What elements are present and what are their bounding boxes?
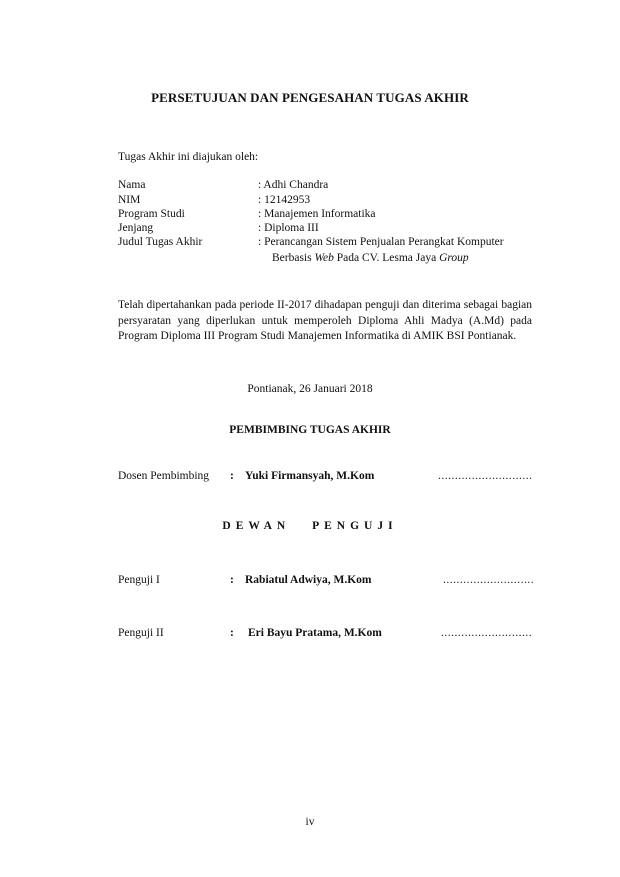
- intro-text: Tugas Akhir ini diajukan oleh:: [118, 151, 259, 163]
- judul-italic-group: Group: [439, 252, 469, 264]
- place-date: Pontianak, 26 Januari 2018: [247, 383, 373, 395]
- field-label-judul: Judul Tugas Akhir: [118, 236, 203, 248]
- field-label-nim: NIM: [118, 194, 141, 206]
- page-title: PERSETUJUAN DAN PENGESAHAN TUGAS AKHIR: [151, 90, 469, 105]
- field-value-judul: : Perancangan Sistem Penjualan Perangkat Komputer: [258, 236, 504, 248]
- judul-part-1: Berbasis: [272, 252, 315, 264]
- supervisor-label: Dosen Pembimbing: [118, 470, 210, 482]
- supervisor-heading: PEMBIMBING TUGAS AKHIR: [229, 424, 391, 436]
- examiner-1-label: Penguji I: [118, 574, 160, 586]
- judul-part-2: Pada CV. Lesma Jaya: [333, 252, 440, 264]
- board-heading: DEWAN PENGUJI: [222, 520, 398, 532]
- judul-italic-web: Web: [314, 252, 334, 264]
- examiner-2-label: Penguji II: [118, 627, 164, 639]
- supervisor-signature-line: ............................: [438, 470, 533, 482]
- page-number: iv: [305, 816, 315, 828]
- supervisor-colon: :: [230, 470, 234, 482]
- examiner-2-name: Eri Bayu Pratama, M.Kom: [248, 627, 382, 639]
- supervisor-name: Yuki Firmansyah, M.Kom: [245, 470, 375, 482]
- field-label-program-studi: Program Studi: [118, 208, 185, 220]
- examiner-1-signature-line: ...........................: [443, 574, 535, 586]
- examiner-1-name: Rabiatul Adwiya, M.Kom: [245, 574, 372, 586]
- field-value-program-studi: : Manajemen Informatika: [258, 208, 376, 220]
- field-value-jenjang: : Diploma III: [258, 222, 319, 234]
- examiner-2-colon: :: [230, 627, 234, 639]
- field-label-jenjang: Jenjang: [118, 222, 154, 234]
- examiner-1-colon: :: [230, 574, 234, 586]
- field-value-nim: : 12142953: [258, 194, 311, 206]
- approval-paragraph: Telah dipertahankan pada periode II-2017 dihadapan penguji dan diterima sebagai bagian persyaratan yang diperlukan untuk memperoleh Diploma Ahli Madya (A.Md) pada Program Diploma III Program Studi Manajemen Informatika di AMIK BSI Pontianak.: [118, 299, 532, 342]
- judul-continuation: [272, 252, 469, 264]
- examiner-2-signature-line: ...........................: [441, 627, 533, 639]
- field-label-nama: Nama: [118, 179, 146, 191]
- field-value-nama: : Adhi Chandra: [258, 179, 329, 191]
